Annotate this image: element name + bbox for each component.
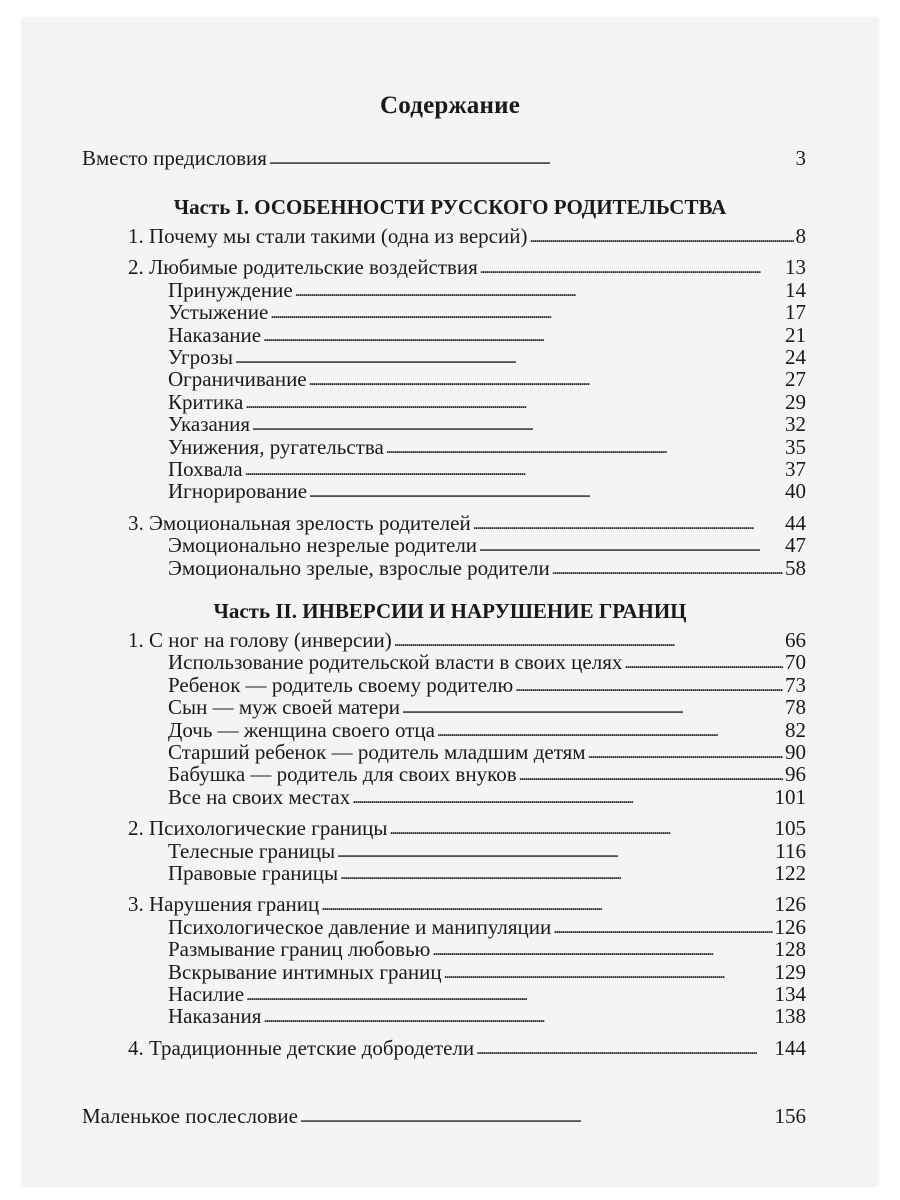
toc-entry-label: 3. Нарушения границ bbox=[128, 892, 320, 917]
toc-entry bbox=[168, 961, 806, 983]
toc-entry-page: 21 bbox=[785, 322, 806, 347]
toc-entry-page: 29 bbox=[785, 389, 806, 414]
toc-entry-page: 90 bbox=[785, 740, 806, 764]
dot-leader bbox=[515, 673, 783, 698]
dot-leader bbox=[263, 1004, 772, 1029]
toc-entry bbox=[168, 368, 806, 390]
toc-entry bbox=[168, 413, 806, 435]
toc-entry bbox=[168, 651, 806, 673]
toc-entry-page: 126 bbox=[774, 892, 806, 917]
toc-entry bbox=[168, 696, 806, 718]
dot-leader bbox=[473, 511, 783, 536]
toc-entry-label: 2. Психологические границы bbox=[128, 816, 388, 841]
toc-entry-label: 1. Почему мы стали такими (одна из версий) bbox=[128, 224, 528, 248]
toc-entry-page: 116 bbox=[775, 838, 806, 863]
toc-entry-label: Ребенок — родитель своему родителю bbox=[168, 672, 514, 697]
toc-entry-label: Угрозы bbox=[168, 345, 234, 369]
toc-entry bbox=[128, 817, 806, 839]
toc-entry bbox=[168, 557, 806, 579]
toc-entry bbox=[128, 225, 806, 247]
toc-entry-page: 35 bbox=[785, 434, 806, 459]
toc-entry bbox=[168, 458, 806, 480]
toc-entry-page: 96 bbox=[785, 762, 806, 787]
dot-leader bbox=[588, 740, 783, 765]
toc-entry-page: 122 bbox=[774, 861, 806, 885]
toc-entry-label: Размывание границ любовью bbox=[168, 937, 431, 962]
dot-leader bbox=[263, 323, 783, 348]
toc-entry bbox=[168, 436, 806, 458]
part-heading-1: Часть I. ОСОБЕННОСТИ РУССКОГО РОДИТЕЛЬСТВА bbox=[173, 195, 727, 219]
toc-entry bbox=[168, 916, 806, 938]
dot-leader bbox=[519, 762, 783, 787]
dot-leader bbox=[340, 861, 772, 886]
toc-entry-page: 58 bbox=[785, 555, 806, 580]
toc-entry-page: 13 bbox=[785, 255, 806, 280]
toc-entry-page: 101 bbox=[774, 784, 806, 809]
toc-entry-label: Наказания bbox=[168, 1004, 262, 1029]
toc-entry-page: 126 bbox=[774, 914, 806, 939]
dot-leader bbox=[321, 892, 772, 917]
toc-entry-label: 2. Любимые родительские воздействия bbox=[128, 255, 478, 280]
dot-leader bbox=[337, 839, 773, 864]
toc-entry-label: Психологическое давление и манипуляции bbox=[168, 914, 552, 939]
toc-entry bbox=[168, 938, 806, 960]
dot-leader bbox=[402, 695, 783, 720]
toc-entry bbox=[168, 763, 806, 785]
toc-entry bbox=[168, 862, 806, 884]
toc-entry-afterword bbox=[82, 1105, 806, 1127]
toc-entry-page: 3 bbox=[795, 146, 806, 170]
dot-leader bbox=[246, 982, 772, 1007]
dot-leader bbox=[295, 278, 783, 303]
toc-entry bbox=[168, 983, 806, 1005]
toc-entry-page: 66 bbox=[785, 628, 806, 652]
toc-entry-page: 44 bbox=[785, 510, 806, 535]
toc-entry bbox=[128, 893, 806, 915]
toc-entry-page: 8 bbox=[795, 224, 806, 248]
dot-leader bbox=[529, 224, 793, 249]
dot-leader bbox=[235, 345, 783, 370]
dot-leader bbox=[624, 650, 783, 675]
toc-entry-page: 24 bbox=[785, 345, 806, 369]
dot-leader bbox=[437, 718, 783, 743]
toc-entry-label: Вместо предисловия bbox=[82, 146, 267, 170]
toc-entry-page: 73 bbox=[785, 672, 806, 697]
page-title: Содержание bbox=[379, 92, 520, 119]
toc-entry-page: 134 bbox=[774, 982, 806, 1006]
toc-entry-label: Принуждение bbox=[168, 277, 293, 302]
toc-entry-page: 156 bbox=[774, 1104, 806, 1128]
toc-entry bbox=[128, 1037, 806, 1059]
dot-leader bbox=[309, 479, 783, 504]
dot-leader bbox=[476, 1036, 772, 1061]
toc-entry-label: Наказание bbox=[168, 322, 262, 347]
dot-leader bbox=[432, 937, 772, 962]
toc-entry-label: Старший ребенок — родитель младшим детям bbox=[168, 740, 586, 764]
toc-entry-label: Маленькое послесловие bbox=[82, 1104, 298, 1128]
part-heading-2: Часть II. ИНВЕРСИИ И НАРУШЕНИЕ ГРАНИЦ bbox=[213, 599, 687, 623]
toc-entry-label: Правовые границы bbox=[168, 861, 339, 885]
toc-entry bbox=[168, 391, 806, 413]
toc-entry-page: 128 bbox=[774, 937, 806, 962]
toc-entry-label: Вскрывание интимных границ bbox=[168, 959, 442, 984]
toc-entry-label: Ограничивание bbox=[168, 367, 307, 392]
toc-entry-label: Похвала bbox=[168, 457, 243, 481]
toc-entry-page: 40 bbox=[785, 479, 806, 504]
dot-leader bbox=[245, 390, 783, 415]
toc-entry-label: Устыжение bbox=[168, 300, 269, 325]
toc-entry-label: Насилие bbox=[168, 982, 245, 1006]
dot-leader bbox=[352, 785, 772, 810]
toc-entry-label: Бабушка — родитель для своих внуков bbox=[168, 762, 517, 787]
dot-leader bbox=[252, 412, 783, 437]
toc-entry-label: Дочь — женщина своего отца bbox=[168, 717, 435, 742]
toc-entry-page: 37 bbox=[785, 457, 806, 481]
toc-entry-page: 138 bbox=[774, 1004, 806, 1029]
dot-leader bbox=[309, 367, 783, 392]
toc-entry-label: Указания bbox=[168, 412, 250, 437]
toc-entry bbox=[168, 346, 806, 368]
toc-entry-page: 14 bbox=[785, 277, 806, 302]
toc-entry-page: 17 bbox=[785, 300, 806, 325]
toc-entry bbox=[168, 279, 806, 301]
toc-entry-page: 82 bbox=[785, 717, 806, 742]
toc-entry-preface bbox=[82, 147, 806, 169]
toc-entry-page: 27 bbox=[785, 367, 806, 392]
toc-entry-label: 1. С ног на голову (инверсии) bbox=[128, 628, 392, 652]
toc-entry bbox=[128, 512, 806, 534]
dot-leader bbox=[394, 628, 783, 653]
toc-entry bbox=[168, 324, 806, 346]
dot-leader bbox=[479, 533, 783, 558]
toc-entry-label: Игнорирование bbox=[168, 479, 308, 504]
toc-entry-page: 78 bbox=[785, 695, 806, 720]
toc-entry-label: Критика bbox=[168, 389, 244, 414]
dot-leader bbox=[444, 960, 773, 985]
toc-entry bbox=[128, 256, 806, 278]
toc-entry bbox=[168, 786, 806, 808]
dot-leader bbox=[245, 457, 783, 482]
toc-entry-label: 3. Эмоциональная зрелость родителей bbox=[128, 510, 471, 535]
toc-entry bbox=[168, 301, 806, 323]
dot-leader bbox=[389, 816, 772, 841]
toc-entry-label: Все на своих местах bbox=[168, 784, 351, 809]
toc-entry-label: 4. Традиционные детские добродетели bbox=[128, 1035, 475, 1060]
toc-entry-label: Унижения, ругательства bbox=[168, 434, 384, 459]
toc-entry-label: Эмоционально зрелые, взрослые родители bbox=[168, 555, 550, 580]
toc-entry-label: Сын — муж своей матери bbox=[168, 695, 400, 720]
toc-entry bbox=[168, 840, 806, 862]
toc-entry-page: 129 bbox=[774, 959, 806, 984]
toc-entry-page: 105 bbox=[774, 816, 806, 841]
toc-entry-label: Телесные границы bbox=[168, 838, 336, 863]
toc-entry-page: 144 bbox=[774, 1035, 806, 1060]
toc-entry bbox=[168, 719, 806, 741]
toc-entry-label: Использование родительской власти в своих целях bbox=[168, 650, 623, 675]
toc-entry bbox=[168, 1005, 806, 1027]
dot-leader bbox=[269, 146, 794, 171]
toc-entry-label: Эмоционально незрелые родители bbox=[168, 533, 478, 558]
toc-entry bbox=[168, 480, 806, 502]
dot-leader bbox=[270, 300, 783, 325]
dot-leader bbox=[386, 435, 783, 460]
dot-leader bbox=[553, 915, 772, 940]
toc-entry-page: 47 bbox=[785, 533, 806, 558]
dot-leader bbox=[552, 556, 783, 581]
toc-entry bbox=[128, 629, 806, 651]
toc-entry bbox=[168, 674, 806, 696]
toc-entry-page: 70 bbox=[785, 650, 806, 675]
toc-entry bbox=[168, 741, 806, 763]
toc-entry-page: 32 bbox=[785, 412, 806, 437]
dot-leader bbox=[300, 1104, 773, 1129]
toc-entry bbox=[168, 534, 806, 556]
dot-leader bbox=[480, 255, 783, 280]
